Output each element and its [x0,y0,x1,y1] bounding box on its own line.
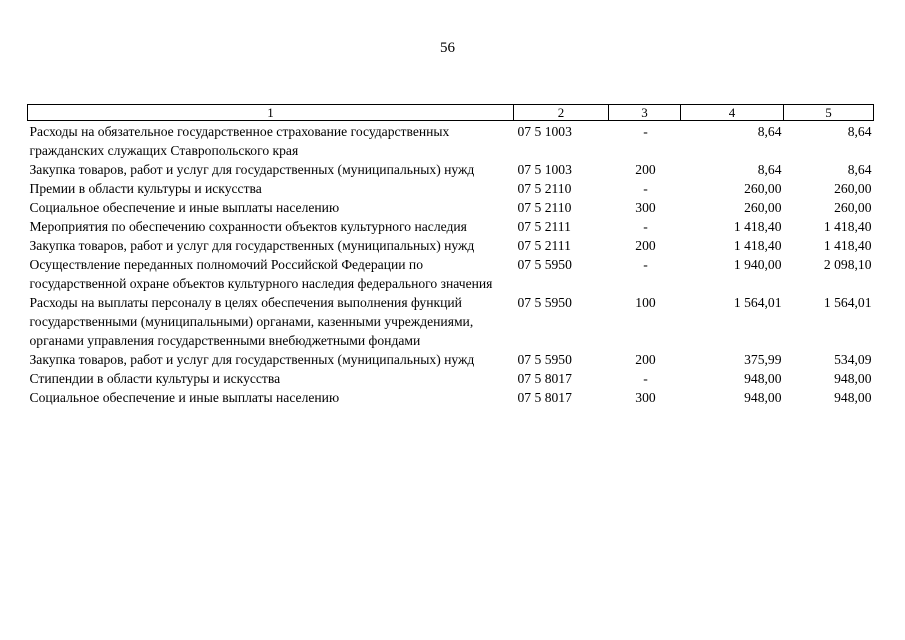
item-name: Премии в области культуры и искусства [29,181,262,196]
header-col-3: 3 [609,105,681,121]
item-code: 07 5 2110 [517,181,572,196]
item-code: 07 5 5950 [517,352,572,367]
table-row [28,350,874,369]
item-type: - [643,181,648,196]
item-name: Мероприятия по обеспечению сохранности объектов культурного наследия [29,219,467,234]
item-amount-5: 1 418,40 [823,219,872,234]
item-type: - [643,124,648,139]
item-amount-4: 260,00 [744,200,782,215]
item-amount-4: 8,64 [757,162,782,177]
table-row [28,369,874,388]
item-code: 07 5 1003 [517,162,572,177]
item-type: 300 [635,200,656,215]
item-name: Социальное обеспечение и иные выплаты населению [29,390,340,405]
item-amount-4: 1 418,40 [733,238,782,253]
table-row [28,121,874,161]
item-name: Закупка товаров, работ и услуг для государственных (муниципальных) нужд [29,238,475,253]
item-type: - [643,219,648,234]
item-type: - [643,371,648,386]
item-amount-4: 375,99 [744,352,782,367]
item-amount-5: 8,64 [847,124,872,139]
item-code: 07 5 8017 [517,371,572,386]
table-body [28,121,874,408]
item-amount-4: 948,00 [744,371,782,386]
item-name: Расходы на обязательное государственное страхование государственных гражданских служащих Ставропольского края [29,124,450,158]
item-amount-5: 2 098,10 [823,257,872,272]
item-code: 07 5 5950 [517,257,572,272]
item-amount-5: 260,00 [834,181,872,196]
item-name: Расходы на выплаты персоналу в целях обеспечения выполнения функций государственными (муниципальными) органами, казенными учреждениями, органами управления государственными внебюджетными фондами [29,295,474,348]
table-header [28,105,874,121]
table-row [28,198,874,217]
item-amount-5: 948,00 [834,371,872,386]
table-row [28,388,874,407]
item-amount-4: 8,64 [757,124,782,139]
item-type: 200 [635,352,656,367]
table-row [28,236,874,255]
item-amount-5: 8,64 [847,162,872,177]
header-col-2: 2 [514,105,609,121]
item-code: 07 5 5950 [517,295,572,310]
item-name: Социальное обеспечение и иные выплаты населению [29,200,340,215]
item-amount-4: 948,00 [744,390,782,405]
item-amount-5: 1 418,40 [823,238,872,253]
table-row [28,179,874,198]
item-amount-5: 260,00 [834,200,872,215]
table-row [28,160,874,179]
item-code: 07 5 2110 [517,200,572,215]
budget-table [27,104,874,407]
header-col-4: 4 [681,105,784,121]
item-type: 300 [635,390,656,405]
item-amount-5: 534,09 [834,352,872,367]
item-code: 07 5 1003 [517,124,572,139]
table-row [28,293,874,350]
item-type: 100 [635,295,656,310]
item-type: 200 [635,238,656,253]
header-row [28,105,874,121]
item-amount-4: 1 940,00 [733,257,782,272]
item-type: - [643,257,648,272]
item-name: Закупка товаров, работ и услуг для государственных (муниципальных) нужд [29,162,475,177]
item-name: Закупка товаров, работ и услуг для государственных (муниципальных) нужд [29,352,475,367]
item-name: Осуществление переданных полномочий Российской Федерации по государственной охране объектов культурного наследия федерального значения [29,257,493,291]
table-row [28,217,874,236]
header-col-1: 1 [28,105,514,121]
item-code: 07 5 2111 [517,238,571,253]
page-number: 56 [440,40,455,56]
item-type: 200 [635,162,656,177]
item-amount-5: 948,00 [834,390,872,405]
item-code: 07 5 8017 [517,390,572,405]
item-amount-5: 1 564,01 [823,295,872,310]
table-row [28,255,874,293]
item-amount-4: 1 564,01 [733,295,782,310]
header-col-5: 5 [784,105,874,121]
item-amount-4: 1 418,40 [733,219,782,234]
item-code: 07 5 2111 [517,219,571,234]
item-amount-4: 260,00 [744,181,782,196]
item-name: Стипендии в области культуры и искусства [29,371,281,386]
